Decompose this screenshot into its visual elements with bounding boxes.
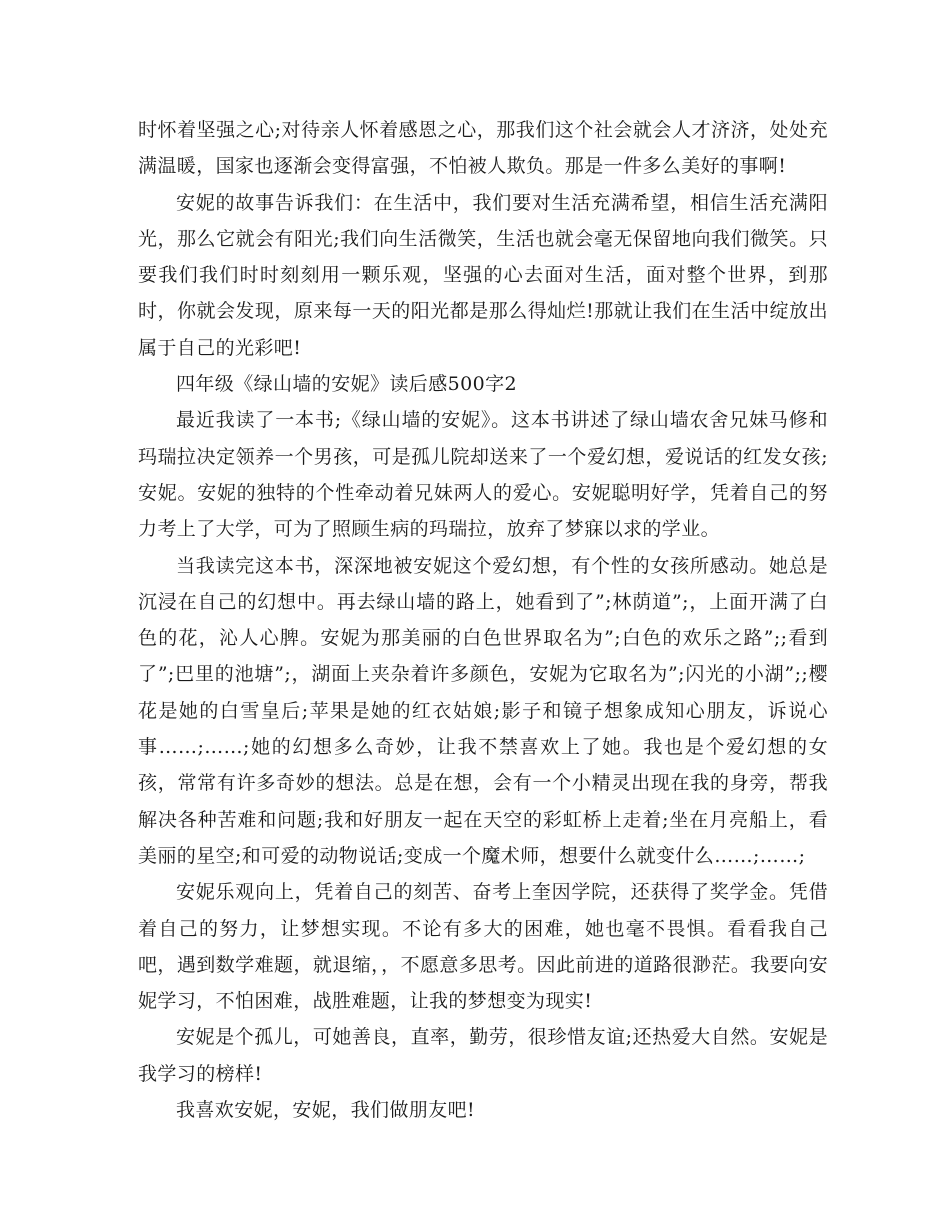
paragraph-1: 时怀着坚强之心;对待亲人怀着感恩之心，那我们这个社会就会人才济济，处处充满温暖，国家也逐渐会变得富强，不怕被人欺负。那是一件多么美好的事啊!: [138, 119, 828, 178]
paragraph-6: 安妮是个孤儿，可她善良，直率，勤劳，很珍惜友谊;还热爱大自然。安妮是我学习的榜样!: [138, 1026, 828, 1085]
paragraph-2: 安妮的故事告诉我们：在生活中，我们要对生活充满希望，相信生活充满阳光，那么它就会有阳光;我们向生活微笑，生活也就会毫无保留地向我们微笑。只要我们我们时时刻刻用一颗乐观，坚强的心去面对生活，面对整个世界，到那时，你就会发现，原来每一天的阳光都是那么得灿烂!那就让我们在生活中绽放出属于自己的光彩吧!: [138, 191, 828, 359]
document-body: [138, 112, 828, 1128]
section-heading: 四年级《绿山墙的安妮》读后感500字2: [176, 373, 517, 396]
paragraph-3: 最近我读了一本书;《绿山墙的安妮》。这本书讲述了绿山墙农舍兄妹马修和玛瑞拉决定领养一个男孩，可是孤儿院却送来了一个爱幻想，爱说话的红发女孩;安妮。安妮的独特的个性牵动着兄妹两人的爱心。安妮聪明好学，凭着自己的努力考上了大学，可为了照顾生病的玛瑞拉，放弃了梦寐以求的学业。: [138, 409, 828, 541]
paragraph-4: 当我读完这本书，深深地被安妮这个爱幻想，有个性的女孩所感动。她总是沉浸在自己的幻想中。再去绿山墙的路上，她看到了”;林荫道”;，上面开满了白色的花，沁人心脾。安妮为那美丽的白色世界取名为”;白色的欢乐之路”;;看到了”;巴里的池塘”;，湖面上夹杂着许多颜色，安妮为它取名为”;闪光的小湖”;;樱花是她的白雪皇后;苹果是她的红衣姑娘;影子和镜子想象成知心朋友，诉说心事……;……;她的幻想多么奇妙，让我不禁喜欢上了她。我也是个爱幻想的女孩，常常有许多奇妙的想法。总是在想，会有一个小精灵出现在我的身旁，帮我解决各种苦难和问题;我和好朋友一起在天空的彩虹桥上走着;坐在月亮船上，看美丽的星空;和可爱的动物说话;变成一个魔术师，想要什么就变什么……;……;: [138, 554, 828, 867]
paragraph-7: 我喜欢安妮，安妮，我们做朋友吧!: [176, 1099, 476, 1122]
paragraph-5: 安妮乐观向上，凭着自己的刻苦、奋考上奎因学院，还获得了奖学金。凭借着自己的努力，让梦想实现。不论有多大的困难，她也毫不畏惧。看看我自己吧，遇到数学难题，就退缩，，不愿意多思考。因此前进的道路很渺茫。我要向安妮学习，不怕困难，战胜难题，让我的梦想变为现实!: [138, 881, 828, 1013]
